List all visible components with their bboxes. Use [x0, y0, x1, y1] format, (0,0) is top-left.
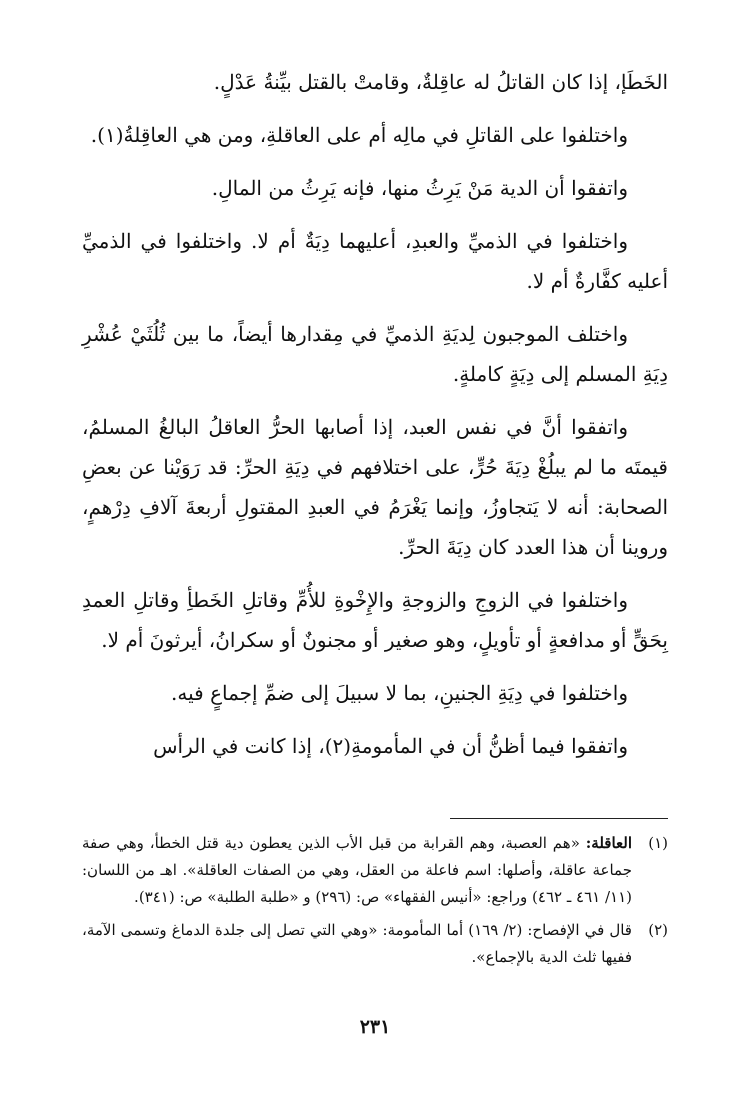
footnote-text: «هم العصبة، وهم القرابة من قبل الأب الذين يعطون دية قتل الخطأ، وهي صفة جماعة عاقلة، وأصلها: اسم فاعلة من العقل، وهي من الصفات العاقلة». اهـ من اللسان: (١١/ ٤٦١ ـ ٤٦٢) وراجع: «أنيس الفقهاء» ص: (٢٩٦) و «طلبة الطلبة» ص: (٣٤١). [82, 834, 632, 906]
footnote-text: قال في الإفصاح: (٢/ ١٦٩) أما المأمومة: «وهي التي تصل إلى جلدة الدماغ وتسمى الآمة، ففيها ثلث الدية بالإجماع». [82, 921, 632, 966]
paragraph: واختلفوا في الزوجِ والزوجةِ والإِخْوةِ للأُمِّ وقاتلِ الخَطأِ وقاتلِ العمدِ بِحَقٍّ أو مدافعةٍ أو تأويلٍ، وهو صغير أو مجنونٌ أو سكرانُ، أيرثونَ أم لا. [82, 588, 668, 652]
footnote [82, 917, 668, 971]
paragraph: واتفقوا فيما أظنُّ أن في المأمومةِ(٢)، إذا كانت في الرأس [153, 734, 628, 758]
paragraph: واختلفوا على القاتلِ في مالِه أم على العاقلةِ، ومن هي العاقِلةُ(١). [90, 123, 628, 147]
paragraph: واختلفوا في دِيَةِ الجنينِ، بما لا سبيلَ إلى ضمِّ إجماعٍ فيه. [171, 681, 628, 705]
footnote-number: (١) [648, 834, 668, 852]
paragraph: واختلف الموجبون لِديَةِ الذميِّ في مِقدارها أيضاً، ما بين ثُلُثَيْ عُشْرِ دِيَةِ المسلم إلى دِيَةٍ كاملةٍ. [82, 322, 668, 386]
paragraph: واتفقوا أن الدية مَنْ يَرِثُ منها، فإنه يَرِثُ من المالِ. [211, 176, 628, 200]
footnote-body [82, 917, 632, 971]
footnote-separator [450, 818, 668, 819]
footnotes [82, 830, 668, 977]
page-number: ٢٣١ [359, 1016, 391, 1038]
main-text [82, 62, 668, 779]
paragraph: واختلفوا في الذميِّ والعبدِ، أعليهما دِيَةٌ أم لا. واختلفوا في الذميِّ أعليه كفَّارةٌ أم لا. [82, 229, 668, 293]
paragraph: الخَطَإ، إذا كان القاتلُ له عاقِلةٌ، وقامتْ بالقتل بيِّنةُ عَدْلٍ. [213, 70, 668, 94]
footnote [82, 830, 668, 911]
footnote-term: العاقلة: [585, 834, 632, 852]
footnote-body [82, 830, 632, 911]
paragraph: واتفقوا أنَّ في نفس العبد، إذا أصابها الحرُّ العاقلُ البالغُ المسلمُ، قيمتَه ما لم يبلُغْ دِيَةَ حُرٍّ، على اختلافهم في دِيَةِ الحرِّ: قد رَوَيْنا عن بعضِ الصحابة: أنه لا يَتجاوزُ، وإنما يَغْرَمُ في العبدِ المقتولِ أربعةَ آلافِ دِرْهمٍ، وروينا أن هذا العدد كان دِيَةَ الحرِّ. [82, 415, 668, 559]
footnote-number: (٢) [648, 921, 668, 939]
